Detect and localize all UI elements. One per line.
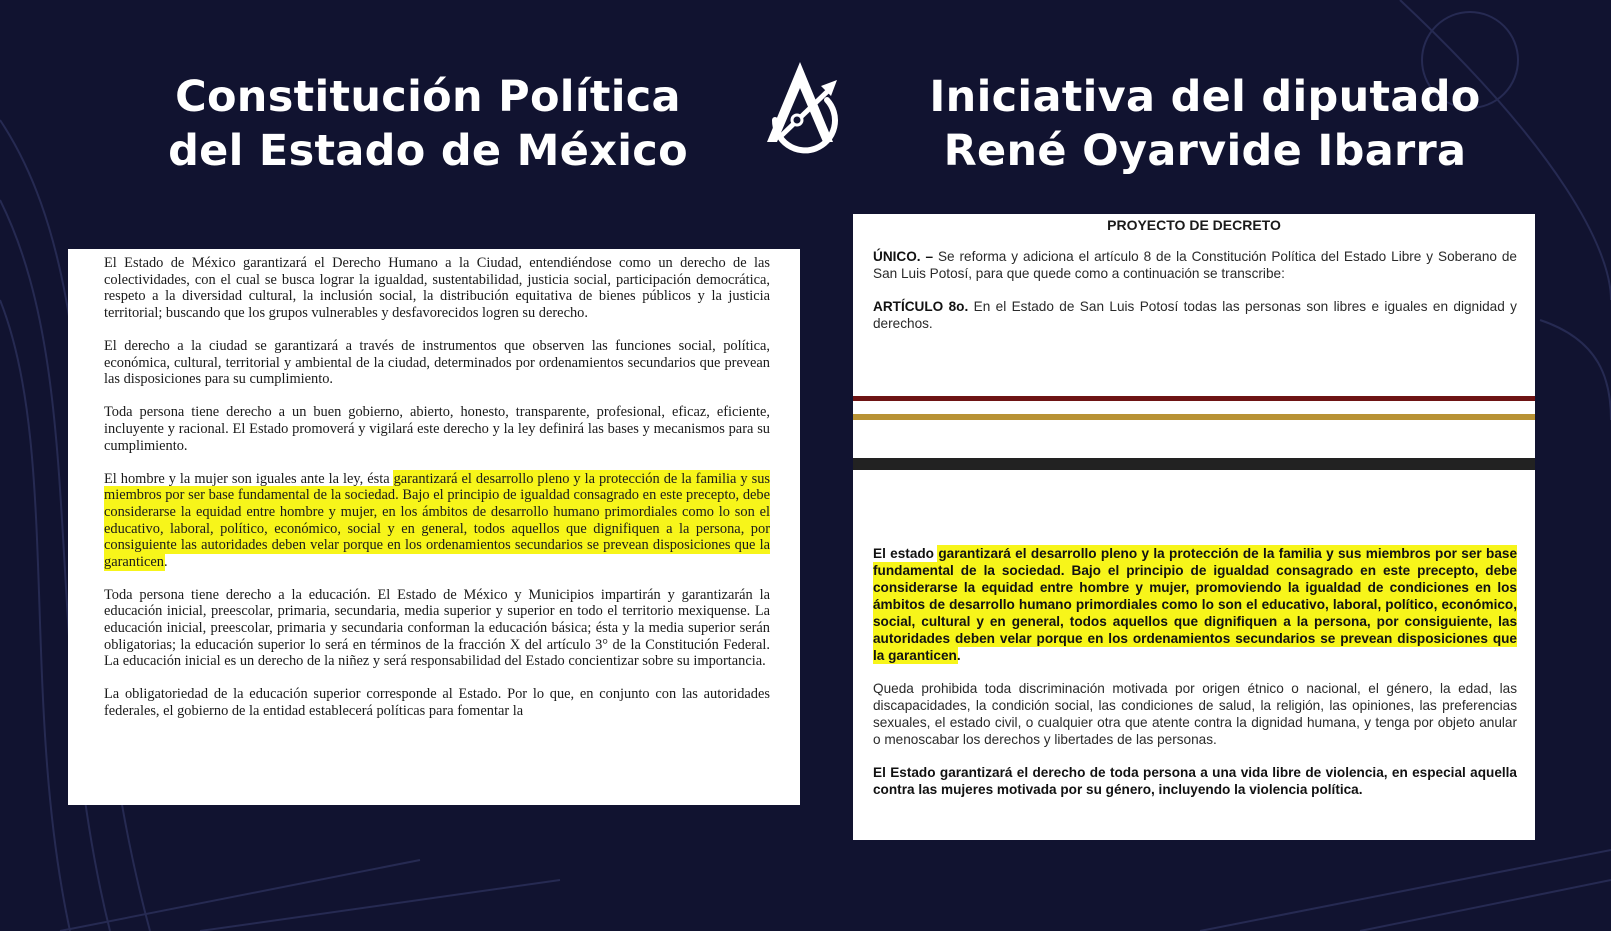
initiative-excerpt [853,214,1535,840]
left-heading [118,70,738,178]
constitution-paragraph-5: Toda persona tiene derecho a la educación. El Estado de México y Municipios impartirán y garantizarán la educación inicial, preescolar, primaria, secundaria, media superior y superior en todo el territorio mexiquense. La educación inicial, preescolar, primaria y secundaria conforman la educación básica; ésta y la media superior serán obligatorias; la educación superior lo será en términos de la fracción X del artículo 3° de la Constitución Federal. La educación inicial es un derecho de la niñez y será responsabilidad del Estado concientizar sobre su importancia. [104,586,770,670]
constitution-highlighted-text: garantizará el desarrollo pleno y la protección de la familia y sus miembros por ser base fundamental de la sociedad. Bajo el principio de igualdad consagrado en este precepto, debe considerarse la equidad entre hombre y mujer, en los ámbitos de desarrollo humano primordiales como lo son el educativo, laboral, político, económico, social y en general, todos aquellos que dignifiquen a la persona, por consiguiente las autoridades deben velar porque en los ordenamientos secundarios se prevean disposiciones que la garanticen [104,470,770,570]
compass-a-logo-icon [757,60,843,160]
articulo-paragraph [873,298,1517,332]
divider-dark-red-stripe [853,396,1535,401]
constitution-paragraph-2: El derecho a la ciudad se garantizará a través de instrumentos que observen las funciones social, política, económica, cultural, territorial y ambiental de la ciudad, determinados por ordenamientos secundarios que prevean las disposiciones para su cumplimiento. [104,337,770,388]
divider-gold-stripe [853,414,1535,420]
right-heading-line2: René Oyarvide Ibarra [943,126,1467,176]
constitution-paragraph-3: Toda persona tiene derecho a un buen gobierno, abierto, honesto, transparente, profesional, eficaz, eficiente, incluyente y racional. El Estado promoverá y vigilará este derecho y la ley definirá las bases y mecanismos para su cumplimiento. [104,404,770,454]
divider-black-stripe [853,458,1535,470]
initiative-highlighted-text: garantizará el desarrollo pleno y la protección de la familia y sus miembros por ser base fundamental de la sociedad. Bajo el principio de igualdad consagrado en este precepto, debe considerarse la equidad entre hombre y mujer, promoviendo la igualdad de condiciones en los ámbitos de desarrollo humano primordiales como lo son el educativo, laboral, político, económico, social, cultural y en general, todos aquellos que dignifiquen a la persona, por consiguiente, las autoridades deben velar porque en los ordenamientos secundarios se prevean disposiciones que la garanticen [873,546,1518,663]
violence-paragraph: El Estado garantizará el derecho de toda persona a una vida libre de violencia, en especial aquella contra las mujeres motivada por su género, incluyendo la violencia política. [873,765,1517,797]
discrimination-paragraph: Queda prohibida toda discriminación motivada por origen étnico o nacional, el género, la edad, las discapacidades, la condición social, las condiciones de salud, la religión, las opiniones, las preferencias sexuales, el estado civil, o cualquier otra que atente contra la dignidad humana, y tenga por objeto anular o menoscabar los derechos y libertades de las personas. [873,681,1517,747]
constitution-excerpt [68,249,800,805]
right-heading-line1: Iniciativa del diputado [929,72,1481,122]
estado-paragraph [873,545,1517,664]
estado-plain: El estado [873,546,939,561]
constitution-paragraph-6: La obligatoriedad de la educación superior corresponde al Estado. Por lo que, en conjunto con las autoridades federales, el gobierno de la entidad establecerá políticas para fomentar la [104,686,770,720]
constitution-paragraph-1: El Estado de México garantizará el Derecho Humano a la Ciudad, entendiéndose como un derecho de las colectividades, con el cual se busca lograr la igualdad, sustentabilidad, justicia social, participación democrática, respeto a la diversidad cultural, la inclusión social, la distribución equitativa de bienes públicos y la justicia territorial; buscando que los grupos vulnerables y desfavorecidos logren su derecho. [104,255,770,321]
left-heading-line1: Constitución Política [175,72,681,122]
constitution-paragraph-4-end: . [163,553,168,570]
articulo-text: En el Estado de San Luis Potosí todas las personas son libres e iguales en dignidad y derechos. [873,299,1517,331]
unico-label: ÚNICO. – [873,249,934,264]
decree-body [873,545,1517,814]
unico-text: Se reforma y adiciona el artículo 8 de la Constitución Política del Estado Libre y Soberano de San Luis Potosí, para que quede como a continuación se transcribe: [873,249,1517,281]
right-heading [895,70,1515,178]
constitution-text [104,255,770,736]
left-heading-line2: del Estado de México [168,126,688,176]
constitution-paragraph-4 [104,471,770,571]
articulo-label: ARTÍCULO 8o. [873,299,969,314]
decree-title: PROYECTO DE DECRETO [1107,217,1281,233]
unico-paragraph [873,248,1517,282]
estado-end: . [956,648,961,663]
constitution-paragraph-4-plain: El hombre y la mujer son iguales ante la ley, ésta [104,470,394,487]
decree-intro [873,248,1517,348]
